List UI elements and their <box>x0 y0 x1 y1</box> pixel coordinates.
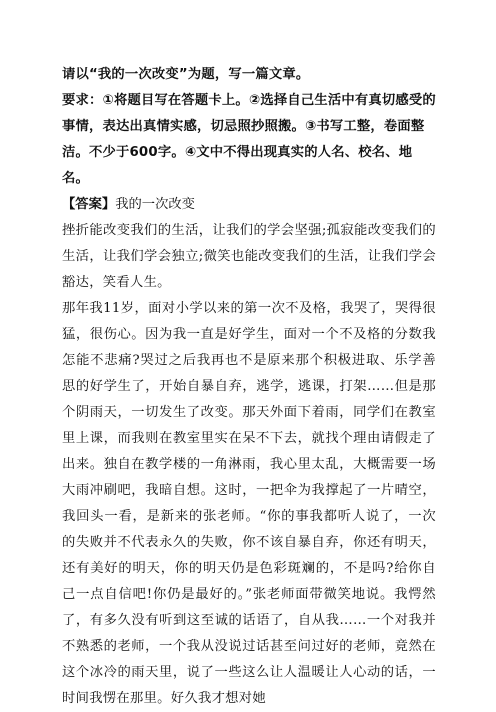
essay-requirements: 要求：①将题目写在答题卡上。②选择自己生活中有真切感受的事情，表达出真情实感，切忌照抄照搬。③书写工整，卷面整洁。不少于600字。④文中不得出现真实的人名、校名、地名。 <box>62 93 436 186</box>
answer-tag: 【答案】 <box>62 197 116 212</box>
answer-heading <box>62 192 436 218</box>
essay-title: 我的一次改变 <box>115 197 195 212</box>
document-content <box>62 62 436 712</box>
essay-paragraph-2: 那年我11岁，面对小学以来的第一次不及格，我哭了，哭得很猛，很伤心。因为我一直是好学生，面对一个不及格的分数我怎能不悲痛?哭过之后我再也不是原来那个积极进取、乐学善思的好学生了，开始自暴自弃，逃学，逃课，打架……但是那个阴雨天，一切发生了改变。那天外面下着雨，同学们在教室里上课，而我则在教室里实在呆不下去，就找个理由请假走了出来。独自在教学楼的一角淋雨，我心里太乱，大概需要一场大雨冲刷吧，我暗自想。这时，一把伞为我撑起了一片晴空，我回头一看，是新来的张老师。“你的事我都听人说了，一次的失败并不代表永久的失败，你不该自暴自弃，你还有明天，还有美好的明天，你的明天仍是色彩斑斓的，不是吗?给你自己一点自信吧!你仍是最好的。”张老师面带微笑地说。我愕然了，有多久没有听到这至诚的话语了，自从我……一个对我并不熟悉的老师，一个我从没说过话甚至问过好的老师，竟然在这个冰冷的雨天里，说了一些这么让人温暖让人心动的话，一时间我愣在那里。好久我才想对她 <box>62 301 436 706</box>
essay-paragraph-1: 挫折能改变我们的生活，让我们的学会坚强;孤寂能改变我们的生活，让我们学会独立;微笑也能改变我们的生活，让我们学会豁达，笑看人生。 <box>62 223 436 290</box>
essay-prompt-title: 请以“我的一次改变”为题，写一篇文章。 <box>62 67 310 82</box>
